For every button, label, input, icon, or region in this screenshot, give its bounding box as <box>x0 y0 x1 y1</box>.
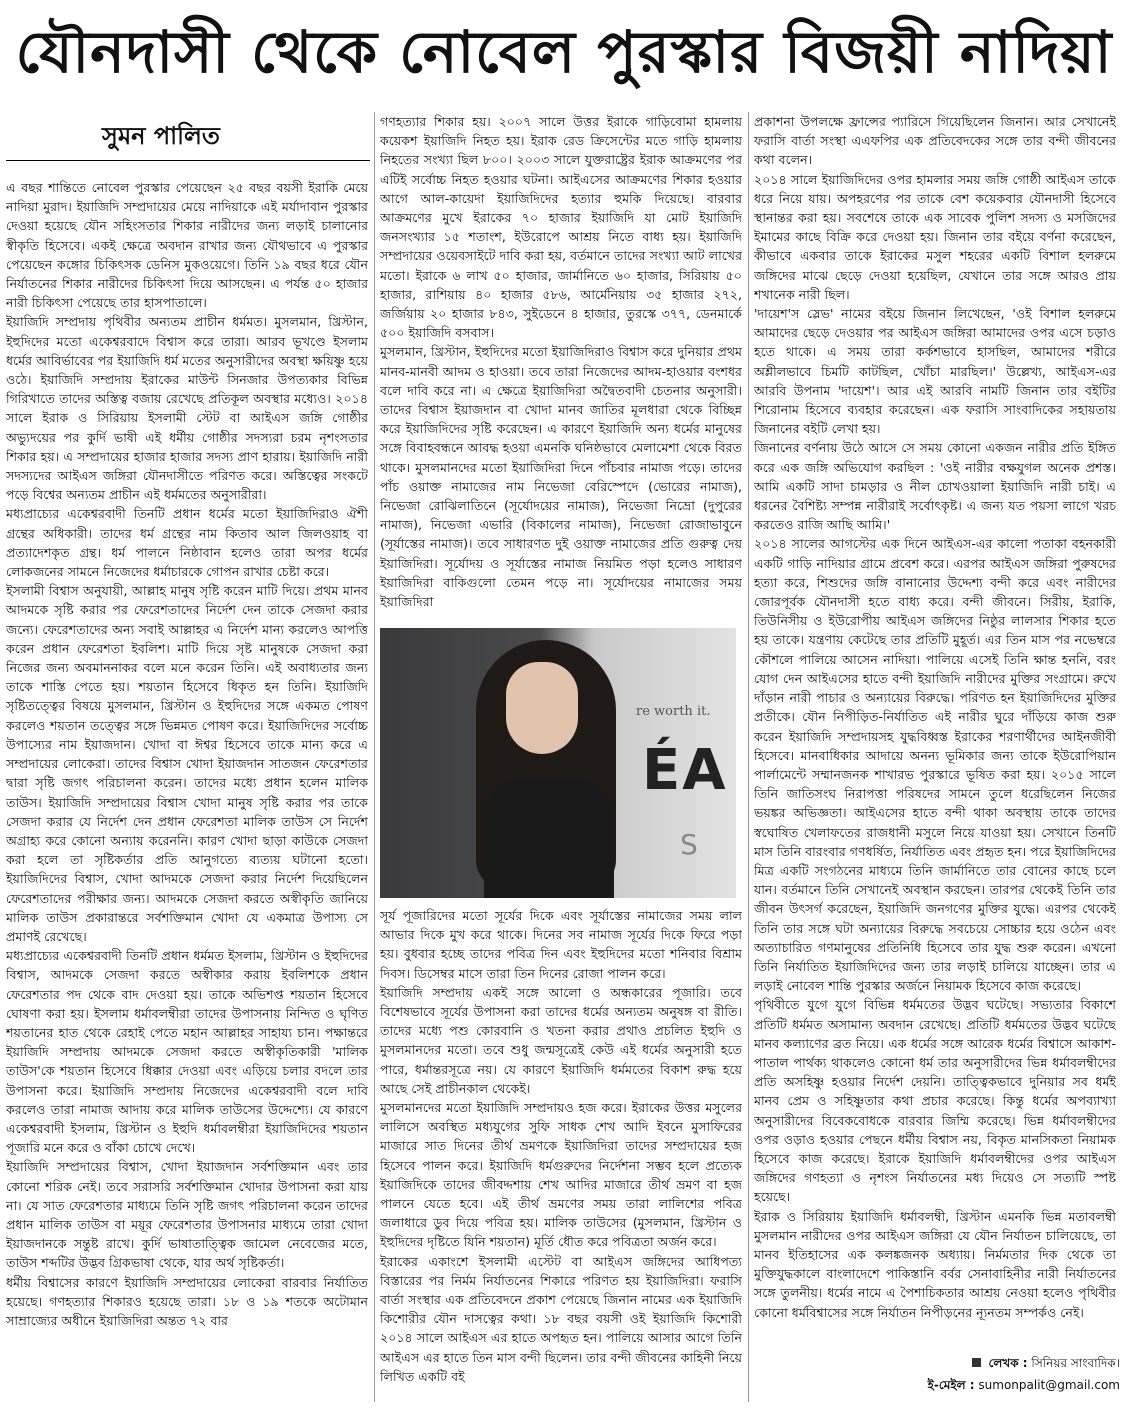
article-column-3 <box>754 112 1116 1334</box>
paragraph: ইয়াজিদি সম্প্রদায় একই সঙ্গে আলো ও অন্ধকারের পূজারি। তবে বিশেষভাবে সূর্যের উপাসনা করা তাদের ধর্মের অন্যতম অনুষঙ্গ বা রীতি। তাদের মধ্যে পশু কোরবানি ও খতনা করার প্রথাও প্রচলিত ইহুদি ও মুসলমানদের মতো। তবে শুধু জন্মসূত্রেই কেউ এই ধর্মের অনুসারী হতে পারে, ধর্মান্তরসূত্রে নয়। যে কারণে ইয়াজিদি ধর্মমতের বিকাশ রুদ্ধ হয়ে আছে সেই প্রাচীনকাল থেকেই। <box>380 984 742 1096</box>
photo-face <box>506 662 578 754</box>
byline-divider <box>6 160 370 161</box>
email-label: ই-মেইল : <box>927 1378 975 1392</box>
paragraph: ইসলামী বিশ্বাস অনুযায়ী, আল্লাহ মানুষ সৃষ্টি করেন মাটি দিয়ে। প্রথম মানব আদমকে সৃষ্টি করার পর ফেরেশতাদের নির্দেশ দেন তাকে সেজদা করার জন্যে। ফেরেশতাদের অন্য সবাই আল্লাহর এ নির্দেশ মান্য করলেও আপত্তি করেন প্রধান ফেরেশতা ইবলিশ। মাটি দিয়ে সৃষ্ট মানুষকে সেজদা করা নিজের জন্য অবমাননাকর বলে মনে করেন তিনি। এই অবাধ্যতার জন্য তাকে শাস্তি পেতে হয়। শয়তান হিসেবে ধিকৃত হন তিনি। ইয়াজিদি সৃষ্টিতত্ত্বের বিষয়ে মুসলমান, খ্রিস্টান ও ইহুদিদের সঙ্গে একমত পোষণ করলেও শয়তান তত্ত্বের সঙ্গে ভিন্নমত পোষণ করে। ইয়াজিদিদের সর্বোচ্চ উপাস্যের নাম ইয়াজদান। খোদা বা ঈশ্বর হিসেবে তাকে মান্য করে এ সম্প্রদায়ের লোকেরা। তাদের বিশ্বাস খোদা ইয়াজদান সাতজন ফেরেশতার দ্বারা সৃষ্টি জগৎ পরিচালনা করেন। তাদের মধ্যে প্রধান হলেন মালিক তাউস। ইয়াজিদি সম্প্রদায়ের বিশ্বাস খোদা মানুষ সৃষ্টি করার পর তাকে সেজদা করার যে নির্দেশ দেন প্রধান ফেরেশতা মালিক তাউস সে নির্দেশ অগ্রাহ্য করে কোনো অন্যায় করেননি। কারণ খোদা ছাড়া কাউকে সেজদা করা হলে তা সৃষ্টিকর্তার প্রতি আনুগত্যে ব্যত্যয় ঘটানো হতো। ইয়াজিদিদের বিশ্বাস, খোদা আদমকে সেজদা করার নির্দেশ দিয়েছিলেন ফেরেশতাদের পরীক্ষার জন্য। আদমকে সেজদা করতে অস্বীকৃতি জানিয়ে মালিক তাউস প্রকারান্তরে সর্বশক্তিমান খোদা যে একমাত্র উপাস্য সে প্রমাণই রেখেছে। <box>6 583 368 944</box>
paragraph: 'দায়েশ'স স্লেভ' নামের বইয়ে জিনান লিখেছেন, 'ওই বিশাল হলরুমে আমাদের ছেড়ে দেওয়ার পর আইএস জঙ্গিরা আমাদের ওপর এসে চড়াও হতে থাকে। এ সময় তারা কর্কশভাবে হাসছিল, আমাদের শরীরে অশ্লীলভাবে চিমটি কাটছিল, খোঁচা মারছিল।' উল্লেখ্য, আইএস-এর আরবি উপনাম 'দায়েশ'। আর এই আরবি নামটি জিনান তার বইটির শিরোনাম হিসেবে ব্যবহার করেছেন। এক ফরাসি সাংবাদিকের সহায়তায় জিনানের বইটি লেখা হয়। <box>754 306 1116 437</box>
paragraph: জিনানের বর্ণনায় উঠে আসে সে সময় কোনো একজন নারীর প্রতি ইঙ্গিত করে এক জঙ্গি অভিযোগ করছিল : 'ওই নারীর বক্ষযুগল অনেক প্রশস্ত। আমি একটি সাদা চামড়ার ও নীল চোখওয়ালা ইয়াজিদি নারী চাই। এ ধরনের বৈশিষ্ট্য সম্পন্ন নারীরাই সর্বোৎকৃষ্ট। এ জন্য যত পয়সা লাগে খরচ করতেও রাজি আছি আমি।' <box>754 440 1116 533</box>
byline: সুমন পালিত <box>102 121 220 150</box>
paragraph: মুসলমান, খ্রিস্টান, ইহুদিদের মতো ইয়াজিদিরাও বিশ্বাস করে দুনিয়ার প্রথম মানব-মানবী আদম ও হাওয়া। তবে তারা নিজেদের আদম-হাওয়ার বংশধর বলে দাবি করে না। এ ক্ষেত্রে ইয়াজিদিরা অদ্বৈতবাদী চেতনার অনুসারী। তাদের বিশ্বাস ইয়াজদান বা খোদা মানব জাতির মূলধারা থেকে বিচ্ছিন্ন করে ইয়াজিদিদের সৃষ্টি করেছেন। এ কারণে ইয়াজিদি অন্য ধর্মের মানুষের সঙ্গে বিবাহবন্ধনে আবদ্ধ হওয়া এমনকি ঘনিষ্ঠভাবে মেলামেশা থেকে বিরত থাকে। মুসলমানদের মতো ইয়াজিদিরা দিনে পাঁচবার নামাজ পড়ে। তাদের পাঁচ ওয়াক্ত নামাজের নাম নিভেজা বেরিস্পেদে (ভোরের নামাজ), নিভেজা রোঝিলাতিনে (সূর্যোদয়ের নামাজ), নিভেজা নিভ্রো (দুপুরের নামাজ), নিভেজা এভারি (বিকালের নামাজ), নিভেজা রোজাভাবুনে (সূর্যাস্তের নামাজ)। তবে সাধারণত দুই ওয়াক্ত নামাজের প্রতি গুরুত্ব দেয় ইয়াজিদিরা। সূর্যোদয় ও সূর্যাস্তের নামাজ নিয়মিত পড়া হলেও সাধারণ ইয়াজিদিরা বাকিগুলো তেমন পড়ে না। সূর্যোদয়ের নামাজের সময় ইয়াজিদিরা <box>380 344 742 610</box>
email-line <box>884 1374 1120 1396</box>
headline: যৌনদাসী থেকে নোবেল পুরস্কার বিজয়ী নাদিয়া <box>15 18 1113 86</box>
writer-line <box>884 1352 1120 1374</box>
paragraph: ইয়াজিদি সম্প্রদায় পৃথিবীর অন্যতম প্রাচীন ধর্মমত। মুসলমান, খ্রিস্টান, ইহুদিদের মতো একেশ্বরবাদে বিশ্বাস করে তারা। আরব ভূখণ্ডে ইসলাম ধর্মের আবির্ভাবের পর ইয়াজিদি ধর্ম মতের অনুসারীদের অবস্থা ক্ষয়িষ্ণু হয়ে ওঠে। ইয়াজিদি সম্প্রদায় ইরাকের মাউন্ট সিনজার উপত্যকার বিভিন্ন গিরিখাতে তাদের অস্তিত্ব বজায় রেখেছে প্রতিকূল অবস্থার মধ্যেও। ২০১৪ সালে ইরাক ও সিরিয়ায় ইসলামী স্টেট বা আইএস জঙ্গি গোষ্ঠীর অভ্যুদয়ের পর কুর্দি ভাষী এই ধর্মীয় গোষ্ঠীর সদস্যরা চরম নৃশংসতার শিকার হয়। এ সম্প্রদায়ের হাজার হাজার সদস্য প্রাণ হারায়। ইয়াজিদি নারী সদস্যদের আইএস জঙ্গিরা যৌনদাসীতে পরিণত করে। অস্তিত্বের সংকটে পড়ে বিশ্বের অন্যতম প্রাচীন এই ধর্মমতের অনুসারীরা। <box>6 314 368 503</box>
article-column-2-top <box>380 112 742 622</box>
paragraph: ২০১৪ সালে ইয়াজিদিদের ওপর হামলার সময় জঙ্গি গোষ্ঠী আইএস তাকে ধরে নিয়ে যায়। অপহরণের পর তাকে বেশ কয়েকবার যৌনদাসী হিসেবে স্থানান্তর করা হয়। সবশেষে তাকে এক সাবেক পুলিশ সদস্য ও মসজিদের ইমামের কাছে বিক্রি করে দেওয়া হয়। জিনান তার বইয়ে বর্ণনা করেছেন, কীভাবে একবার তাকে ইরাকের মসুল শহরের একটি বিশাল হলরুমে জঙ্গিদের মাঝে ছেড়ে দেওয়া হয়েছিল, যেখানে তার সঙ্গে আরও প্রায় শখানেক নারী ছিল। <box>754 171 1116 302</box>
paragraph: মধ্যপ্রাচ্যের একেশ্বরবাদী তিনটি প্রধান ধর্মমত ইসলাম, খ্রিস্টান ও ইহুদিদের বিশ্বাস, আদমকে সেজদা করতে অস্বীকার করায় ইবলিশকে প্রধান ফেরেশতার পদ থেকে বাদ দেওয়া হয়। তাকে অভিশপ্ত শয়তান হিসেবে ঘোষণা করা হয়। ইসলাম ধর্মাবলম্বীরা তাদের উপাসনায় নিন্দিত ও ঘৃণিত শয়তানের হাত থেকে রেহাই পেতে মহান আল্লাহর সাহায্য চান। পক্ষান্তরে ইয়াজিদি সম্প্রদায় আদমকে সেজদা করতে অস্বীকৃতিকারী 'মালিক তাউস'কে শয়তান হিসেবে ধিক্কার দেওয়া এবং এড়িয়ে চলার বদলে তার উপাসনা করে। ইয়াজিদি সম্প্রদায় নিজেদের একেশ্বরবাদী বলে দাবি করলেও তারা নামাজ আদায় করে মালিক তাউসের উদ্দেশ্যে। যে কারণে একেশ্বরবাদী ইসলাম, খ্রিস্টান ও ইহুদি ধর্মাবলম্বীরা ইয়াজিদিদের শয়তান পূজারি মনে করে ও বাঁকা চোখে দেখে। <box>6 948 368 1156</box>
writer-value: সিনিয়র সাংবাদিক। <box>1031 1356 1120 1370</box>
paragraph: প্রকাশনা উপলক্ষে ফ্রান্সের প্যারিসে গিয়েছিলেন জিনান। আর সেখানেই ফরাসি বার্তা সংস্থা এএফপির এক প্রতিবেদকের সঙ্গে তার বন্দী জীবনের কথা বলেন। <box>754 114 1116 168</box>
article-column-2-bottom <box>380 906 742 1406</box>
square-bullet-icon <box>972 1358 981 1367</box>
paragraph: গণহত্যার শিকার হয়। ২০০৭ সালে উত্তর ইরাকে গাড়িবোমা হামলায় কয়েকশ ইয়াজিদি নিহত হয়। ইরাক রেড ক্রিসেন্টের মতে গাড়ি হামলায় নিহতের সংখ্যা ছিল ৮০০। ২০০৩ সালে যুক্তরাষ্ট্রের ইরাক আক্রমণের পর এটিই সর্বোচ্চ নিহত হওয়ার ঘটনা। আইএসের আক্রমণের শিকার হওয়ার আগে আল-কায়েদা ইয়াজিদিদের হত্যার হুমকি দিয়েছে। বারবার আক্রমণের মুখে ইরাকের ৭০ হাজার ইয়াজিদি যা মোট ইয়াজিদি জনসংখ্যার ১৫ শতাংশ, ইউরোপে আশ্রয় নিতে বাধ্য হয়। ইয়াজিদি সম্প্রদায়ের ওয়েবসাইটে দাবি করা হয়, বর্তমানে তাদের সংখ্যা আট লাখের মতো। ইরাকে ৬ লাখ ৫০ হাজার, জার্মানিতে ৬০ হাজার, সিরিয়ায় ৫০ হাজার, রাশিয়ায় ৪০ হাজার ৫৮৬, আর্মেনিয়ায় ৩৫ হাজার ২৭২, জর্জিয়ায় ২০ হাজার ৮৪৩, সুইডেনে ৪ হাজার, তুরস্কে ৩৭৭, ডেনমার্কে ৫০০ ইয়াজিদি বসবাস। <box>380 114 742 341</box>
writer-label: লেখক : <box>988 1356 1028 1370</box>
photo-torso <box>484 778 614 898</box>
email-value[interactable]: sumonpalit@gmail.com <box>978 1378 1120 1392</box>
paragraph: মুসলমানদের মতো ইয়াজিদি সম্প্রদায়ও হজ করে। ইরাকের উত্তর মসুলের লালিসে অবস্থিত মধ্যযুগের সুফি সাধক শেখ আদি ইবনে মুসাফিরের মাজারে সাত দিনের তীর্থ ভ্রমণকে ইয়াজিদিরা তাদের সম্প্রদায়ের হজ হিসেবে পালন করে। ইয়াজিদি ধর্মগুরুদের নির্দেশনা সম্ভব হলে প্রত্যেক ইয়াজিদিকে তাদের জীবদ্দশায় শেখ আদির মাজারে তীর্থ ভ্রমণ বা হজ পালনে যেতে হবে। এই তীর্থ ভ্রমণের সময় তারা লালিশের পবিত্র জলাধারে ডুব দিয়ে পবিত্র হয়। মালিক তাউসের (মুসলমান, খ্রিস্টান ও ইহুদিদের দৃষ্টিতে যিনি শয়তান) মূর্তি ধৌত করে পবিত্রতা অর্জন করে। <box>380 1100 742 1250</box>
paragraph: ইরাক ও সিরিয়ায় ইয়াজিদি ধর্মাবলম্বী, খ্রিস্টান এমনকি ভিন্ন মতাবলম্বী মুসলমান নারীদের ওপর আইএস জঙ্গিরা যে যৌন নির্যাতন চালিয়েছে, তা মানব ইতিহাসের এক কলঙ্কজনক অধ্যায়। নির্মমতার দিক থেকে তা মুক্তিযুদ্ধকালে বাংলাদেশে পাকিস্তানি বর্বর সেনাবাহিনীর নারী নির্যাতনের সঙ্গে তুলনীয়। ধর্মের নামে এ পৈশাচিকতার আশ্রয় নেওয়া হলেও পৃথিবীর কোনো ধর্মবিশ্বাসের সঙ্গে নির্যাতন নিপীড়নের ন্যূনতম সম্পর্কও নেই। <box>754 1208 1116 1320</box>
paragraph: মধ্যপ্রাচ্যের একেশ্বরবাদী তিনটি প্রধান ধর্মের মতো ইয়াজিদিরাও ঐশী গ্রন্থের অধিকারী। তাদের ধর্ম গ্রন্থের নাম কিতাব আল জিলওয়াহ বা প্রত্যাদেশকৃত গ্রন্থ। ধর্ম পালনে নিষ্ঠাবান হলেও তারা অপর ধর্মের লোকজনের সামনে নিজেদের ধর্মাচারকে গোপন রাখার চেষ্টা করে। <box>6 506 368 580</box>
paragraph: ইরাকের একাংশে ইসলামী এস্টেট বা আইএস জঙ্গিদের আধিপত্য বিস্তারের পর নির্মম নির্যাতনের শিকারে পরিণত হয় ইয়াজিদিরা। ফরাসি বার্তা সংস্থার এক প্রতিবেদনে প্রকাশ পেয়েছে জিনান নামের এক ইয়াজিদি কিশোরীর যৌন দাসত্বের কথা। ১৮ বছর বয়সী ওই ইয়াজিদি কিশোরী ২০১৪ সালে আইএস এর হাতে অপহৃত হন। পালিয়ে আসার আগে তিনি আইএস এর হাতে তিন মাস বন্দী ছিলেন। তার বন্দী জীবনের কাহিনী নিয়ে লিখিত একটি বই <box>380 1253 742 1384</box>
column-divider <box>748 112 749 1402</box>
paragraph: ইয়াজিদি সম্প্রদায়ের বিশ্বাস, খোদা ইয়াজদান সর্বশক্তিমান এবং তার কোনো শরিক নেই। তবে সরাসরি সর্বশক্তিমান খোদার উপাসনা করা যায় না। যে সাত ফেরেশতার মাধ্যমে তিনি সৃষ্টি জগৎ পরিচালনা করেন তাদের প্রধান মালিক তাউস বা ময়ূর ফেরেশতার উপাসনার মাধ্যমে তারা খোদা ইয়াজদানকে সন্তুষ্ট রাখে। কুর্দি ভাষাতাত্ত্বিক জামেল নেবেজের মতে, তাউস শব্দটির উদ্ভব গ্রিকভাষা থেকে, যার অর্থ সৃষ্টিকর্তা। <box>6 1159 368 1271</box>
nadia-murad-photo <box>380 628 736 898</box>
paragraph: সূর্য পূজারিদের মতো সূর্যের দিকে এবং সূর্যাস্তের নামাজের সময় লাল আভার দিকে মুখ করে থাকে। দিনের সব নামাজ সূর্যের দিকে ফিরে পড়া হয়। বুধবার হচ্ছে তাদের পবিত্র দিন এবং ইহুদিদের মতো শনিবার বিশ্রাম দিবস। ডিসেম্বর মাসে তারা তিন দিনের রোজা পালন করে। <box>380 908 742 981</box>
paragraph: পৃথিবীতে যুগে যুগে বিভিন্ন ধর্মমতের উদ্ভব ঘটেছে। সভ্যতার বিকাশে প্রতিটি ধর্মমত অসামান্য অবদান রেখেছে। প্রতিটি ধর্মমতের উদ্ভব ঘটেছে মানব কল্যাণের ব্রত নিয়ে। এক ধর্মের সঙ্গে আরেক ধর্মের বিশ্বাসে আকাশ-পাতাল পার্থক্য থাকলেও কোনো ধর্ম তার অনুসারীদের ভিন্ন ধর্মাবলম্বীদের প্রতি অসহিষ্ণু হওয়ার নির্দেশ দেয়নি। তাত্ত্বিকভাবে দুনিয়ার সব ধর্মই মানব প্রেম ও সহিষ্ণুতার কথা প্রচার করেছে। কিন্তু ধর্মের অপব্যাখ্যা অনুসারীদের বিবেকবোধকে বারবার জিম্মি করেছে। ভিন্ন ধর্মাবলম্বীদের ওপর ওড়াও হওয়ার পেছনে ধর্মীয় বিশ্বাস নয়, বিকৃত মানসিকতা নিয়ামক হিসেবে কাজ করেছে। ইরাকে ইয়াজিদি ধর্মাবলম্বীদের ওপর আইএস জঙ্গিদের গণহত্যা ও নৃশংস নির্যাতনের মধ্য দিয়েও সে সত্যটি স্পষ্ট হয়েছে। <box>754 997 1116 1205</box>
article-column-1 <box>6 178 368 1406</box>
author-footer <box>884 1352 1120 1396</box>
backdrop-brand-text: re worth it. <box>636 704 711 719</box>
backdrop-brand-logo: ÉA <box>642 738 728 803</box>
backdrop-brand-sub: S <box>680 828 698 861</box>
paragraph: এ বছর শান্তিতে নোবেল পুরস্কার পেয়েছেন ২৫ বছর বয়সী ইরাকি মেয়ে নাদিয়া মুরাদ। ইয়াজিদি সম্প্রদায়ের মেয়ে নাদিয়াকে এই মর্যাদাবান পুরস্কার দেওয়া হয়েছে যৌন সহিংসতার শিকার নারীদের জন্য লড়াই চালানোর স্বীকৃতি হিসেবে। একই ক্ষেত্রে অবদান রাখার জন্য যৌথভাবে এ পুরস্কার পেয়েছেন কঙ্গোর চিকিৎসক ডেনিস মুকওয়েগে। তিনি ১৯ বছর ধরে যৌন নির্যাতনের শিকার নারীদের চিকিৎসা দিয়ে আসছেন। এ পর্যন্ত ৫০ হাজার নারী চিকিৎসা পেয়েছে তার হাসপাতালে। <box>6 180 368 311</box>
paragraph: ২০১৪ সালের আগস্টের এক দিনে আইএস-এর কালো পতাকা বহনকারী একটি গাড়ি নাদিয়ার গ্রামে প্রবেশ করে। এরপর আইএস জঙ্গিরা পুরুষদের হত্যা করে, শিশুদের জঙ্গি বানানোর উদ্দেশ্য বন্দী করে এবং নারীদের জোরপূর্বক যৌনদাসী হতে বাধ্য করে। বন্দী জীবনে। সিরীয়, ইরাকি, তিউনিসীয় ও ইউরোপীয় আইএস জঙ্গিদের নিষ্ঠুর লালসার শিকার হতে হয় তাকে। যন্ত্রণায় কেটেছে তার প্রতিটি মুহূর্ত। এর তিন মাস পর নভেম্বরে কৌশলে পালিয়ে আসেন নাদিয়া। পালিয়ে এসেই তিনি ক্ষান্ত হননি, বরং যোগ দেন আইএসের হাতে বন্দী ইয়াজিদি নারীদের মুক্তির সংগ্রামে। রুখে দাঁড়ান নারী পাচার ও অন্যায়ের বিরুদ্ধে। পরিণত হন ইয়াজিদিদের মুক্তির প্রতীকে। যৌন নিপীড়িত-নির্যাতিত এই নারীর ঘুরে দাঁড়িয়ে কাজ শুরু করেন ইয়াজিদি সম্প্রদায়সহ যুদ্ধবিধ্বস্ত ইরাকের শরণার্থীদের আইনজীবী হিসেবে। মানবাধিকার আদায়ে অনন্য ভূমিকার জন্য তাকে ইউরোপিয়ান পার্লামেন্টে সম্মানজনক শাখারভ পুরস্কারে ভূষিত করা হয়। ২০১৫ সালে তিনি জাতিসংঘ নিরাপত্তা পরিষদের সামনে তুলে ধরেছিলেন নিজের ভয়ঙ্কর অভিজ্ঞতা। আইএসের হাতে বন্দী থাকা অবস্থায় তাকে তাদের স্বঘোষিত খেলাফতের রাজধানী মসুলে নিয়ে যাওয়া হয়। সেখানে তিনটি মাস তিনি বারংবার গণধর্ষিত, নির্যাতিত এবং প্রহৃত হন। পরে ইয়াজিদিদের মিত্র একটি সংগঠনের মাধ্যমে তিনি জার্মানিতে তার বোনের কাছে চলে যান। বর্তমানে তিনি সেখানেই অবস্থান করছেন। তারপর থেকেই তিনি তার জীবন উৎসর্গ করেছেন, ইয়াজিদি জনগণের মুক্তির যুদ্ধে। এরপর থেকেই তিনি তার সঙ্গে ঘটা অন্যায়ের বিরুদ্ধে সবচেয়ে সোচ্চার হয়ে ওঠেন এবং অত্যাচারিত গণমানুষের প্রতিনিধি হিসেবে তার যুদ্ধ শুরু করেন। এখনো তিনি নির্যাতিত ইয়াজিদিদের জন্য তার লড়াই চালিয়ে যাচ্ছেন। তার এ লড়াই নোবেল শান্তি পুরস্কার অর্জনে নিয়ামক হিসেবে কাজ করেছে। <box>754 536 1116 994</box>
paragraph: ধর্মীয় বিশ্বাসের কারণে ইয়াজিদি সম্প্রদায়ের লোকেরা বারবার নির্যাতিত হয়েছে। গণহত্যার শিকারও হয়েছে তারা। ১৮ ও ১৯ শতকে অটোমান সাম্রাজ্যের অধীনে ইয়াজিদিরা অন্তত ৭২ বার <box>6 1274 368 1328</box>
column-divider <box>374 112 375 1402</box>
